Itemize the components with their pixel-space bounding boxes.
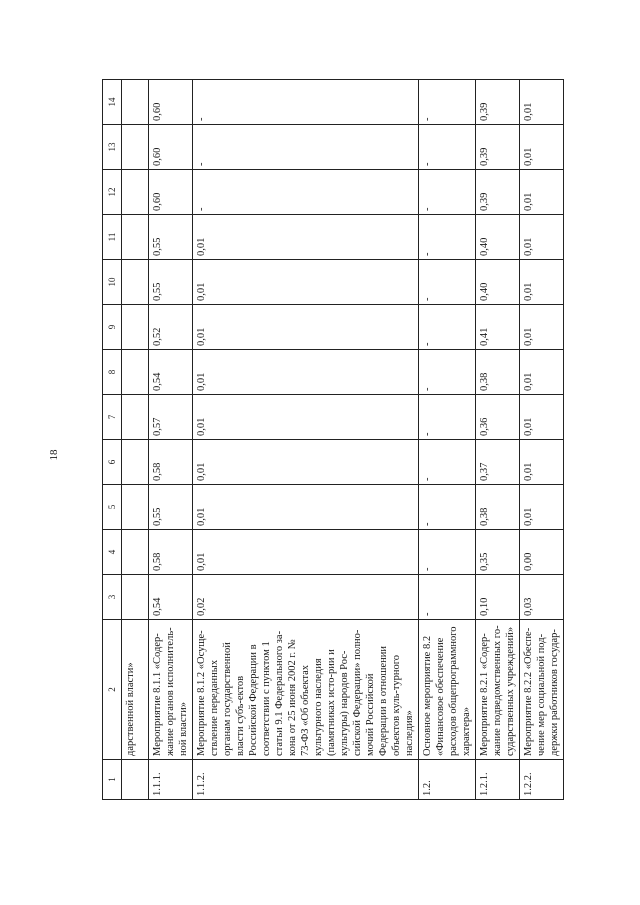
- value-cell: 0,01: [193, 395, 419, 440]
- table-row: [419, 80, 476, 800]
- value-cell: 0,01: [520, 395, 564, 440]
- value-cell: -: [419, 440, 476, 485]
- table-row: [520, 80, 564, 800]
- column-number: 5: [103, 485, 122, 530]
- value-cell: [122, 350, 149, 395]
- page-number: 18: [48, 449, 60, 461]
- rotated-table-container: [102, 80, 560, 800]
- value-cell: 0,01: [193, 530, 419, 575]
- value-cell: [122, 305, 149, 350]
- column-number: 13: [103, 125, 122, 170]
- value-cell: 0,57: [149, 395, 193, 440]
- value-cell: 0,01: [520, 125, 564, 170]
- value-cell: [122, 575, 149, 620]
- value-cell: 0,01: [193, 305, 419, 350]
- value-cell: 0,01: [520, 440, 564, 485]
- table-row: [193, 80, 419, 800]
- value-cell: 0,58: [149, 440, 193, 485]
- row-number: 1.2.2.: [520, 760, 564, 800]
- value-cell: -: [419, 260, 476, 305]
- column-number: 9: [103, 305, 122, 350]
- value-cell: [122, 440, 149, 485]
- column-number: 1: [103, 760, 122, 800]
- row-number: 1.2.: [419, 760, 476, 800]
- value-cell: 0,01: [520, 305, 564, 350]
- table-row: [476, 80, 520, 800]
- value-cell: 0,01: [520, 215, 564, 260]
- value-cell: -: [419, 215, 476, 260]
- continuation-row: [122, 80, 149, 800]
- row-name: Мероприятие 8.1.1 «Содер-жание органов исполнитель-ной власти»: [149, 620, 193, 760]
- row-name: Основное мероприятие 8.2 «Финансовое обеспечение расходов общепрограммного характера»: [419, 620, 476, 760]
- value-cell: 0,01: [193, 350, 419, 395]
- value-cell: 0,10: [476, 575, 520, 620]
- value-cell: [122, 80, 149, 125]
- value-cell: 0,02: [193, 575, 419, 620]
- value-cell: 0,60: [149, 170, 193, 215]
- value-cell: -: [193, 125, 419, 170]
- value-cell: 0,40: [476, 215, 520, 260]
- value-cell: 0,52: [149, 305, 193, 350]
- value-cell: [122, 395, 149, 440]
- value-cell: 0,55: [149, 260, 193, 305]
- value-cell: 0,38: [476, 485, 520, 530]
- row-name: Мероприятие 8.2.2 «Обеспе-чение мер социальной под-держки работников государ-: [520, 620, 564, 760]
- column-number: 11: [103, 215, 122, 260]
- value-cell: -: [419, 485, 476, 530]
- value-cell: 0,01: [520, 170, 564, 215]
- indicators-table: [102, 79, 564, 800]
- value-cell: 0,40: [476, 260, 520, 305]
- row-name: Мероприятие 8.2.1 «Содер-жание подведомственных го-сударственных учреждений»: [476, 620, 520, 760]
- value-cell: -: [419, 305, 476, 350]
- value-cell: 0,58: [149, 530, 193, 575]
- value-cell: -: [419, 575, 476, 620]
- column-number: 4: [103, 530, 122, 575]
- value-cell: [122, 170, 149, 215]
- header-row: [103, 80, 122, 800]
- value-cell: 0,01: [520, 350, 564, 395]
- continuation-text: дарственной власти»: [122, 620, 149, 760]
- value-cell: -: [193, 80, 419, 125]
- column-number: 12: [103, 170, 122, 215]
- value-cell: [122, 485, 149, 530]
- column-number: 14: [103, 80, 122, 125]
- value-cell: [122, 125, 149, 170]
- value-cell: 0,60: [149, 125, 193, 170]
- value-cell: -: [419, 125, 476, 170]
- value-cell: 0,38: [476, 350, 520, 395]
- column-number: 3: [103, 575, 122, 620]
- value-cell: 0,35: [476, 530, 520, 575]
- value-cell: 0,54: [149, 575, 193, 620]
- value-cell: 0,55: [149, 485, 193, 530]
- value-cell: 0,36: [476, 395, 520, 440]
- value-cell: 0,37: [476, 440, 520, 485]
- value-cell: 0,39: [476, 125, 520, 170]
- value-cell: [122, 260, 149, 305]
- column-number: 7: [103, 395, 122, 440]
- value-cell: 0,01: [193, 485, 419, 530]
- row-name: Мероприятие 8.1.2 «Осуще-ствление переданных органам государственной власти субъ-ектов Российской Федерации в соответствии с пунктом 1 статьи 9.1 Федерального за-кона от 25 июня 2002 г. № 73-ФЗ «Об объектах культурного наследия (памятниках исто-рии и культуры) народов Рос-сийской Федерации» полно-мочий Российской Федерации в отношении объектов куль-турного наследия»: [193, 620, 419, 760]
- value-cell: 0,39: [476, 80, 520, 125]
- row-number-cell: [122, 760, 149, 800]
- value-cell: 0,01: [520, 260, 564, 305]
- value-cell: -: [419, 350, 476, 395]
- column-number: 2: [103, 620, 122, 760]
- value-cell: 0,39: [476, 170, 520, 215]
- value-cell: 0,01: [520, 485, 564, 530]
- row-number: 1.1.1.: [149, 760, 193, 800]
- value-cell: 0,01: [520, 80, 564, 125]
- row-number: 1.2.1.: [476, 760, 520, 800]
- value-cell: 0,55: [149, 215, 193, 260]
- column-number: 6: [103, 440, 122, 485]
- value-cell: 0,01: [193, 260, 419, 305]
- column-number: 8: [103, 350, 122, 395]
- value-cell: -: [419, 80, 476, 125]
- column-number: 10: [103, 260, 122, 305]
- value-cell: [122, 215, 149, 260]
- value-cell: 0,03: [520, 575, 564, 620]
- value-cell: 0,01: [193, 440, 419, 485]
- value-cell: 0,00: [520, 530, 564, 575]
- value-cell: -: [419, 395, 476, 440]
- row-number: 1.1.2.: [193, 760, 419, 800]
- value-cell: -: [193, 170, 419, 215]
- value-cell: 0,01: [193, 215, 419, 260]
- value-cell: 0,60: [149, 80, 193, 125]
- value-cell: 0,41: [476, 305, 520, 350]
- value-cell: [122, 530, 149, 575]
- value-cell: -: [419, 530, 476, 575]
- value-cell: 0,54: [149, 350, 193, 395]
- table-row: [149, 80, 193, 800]
- value-cell: -: [419, 170, 476, 215]
